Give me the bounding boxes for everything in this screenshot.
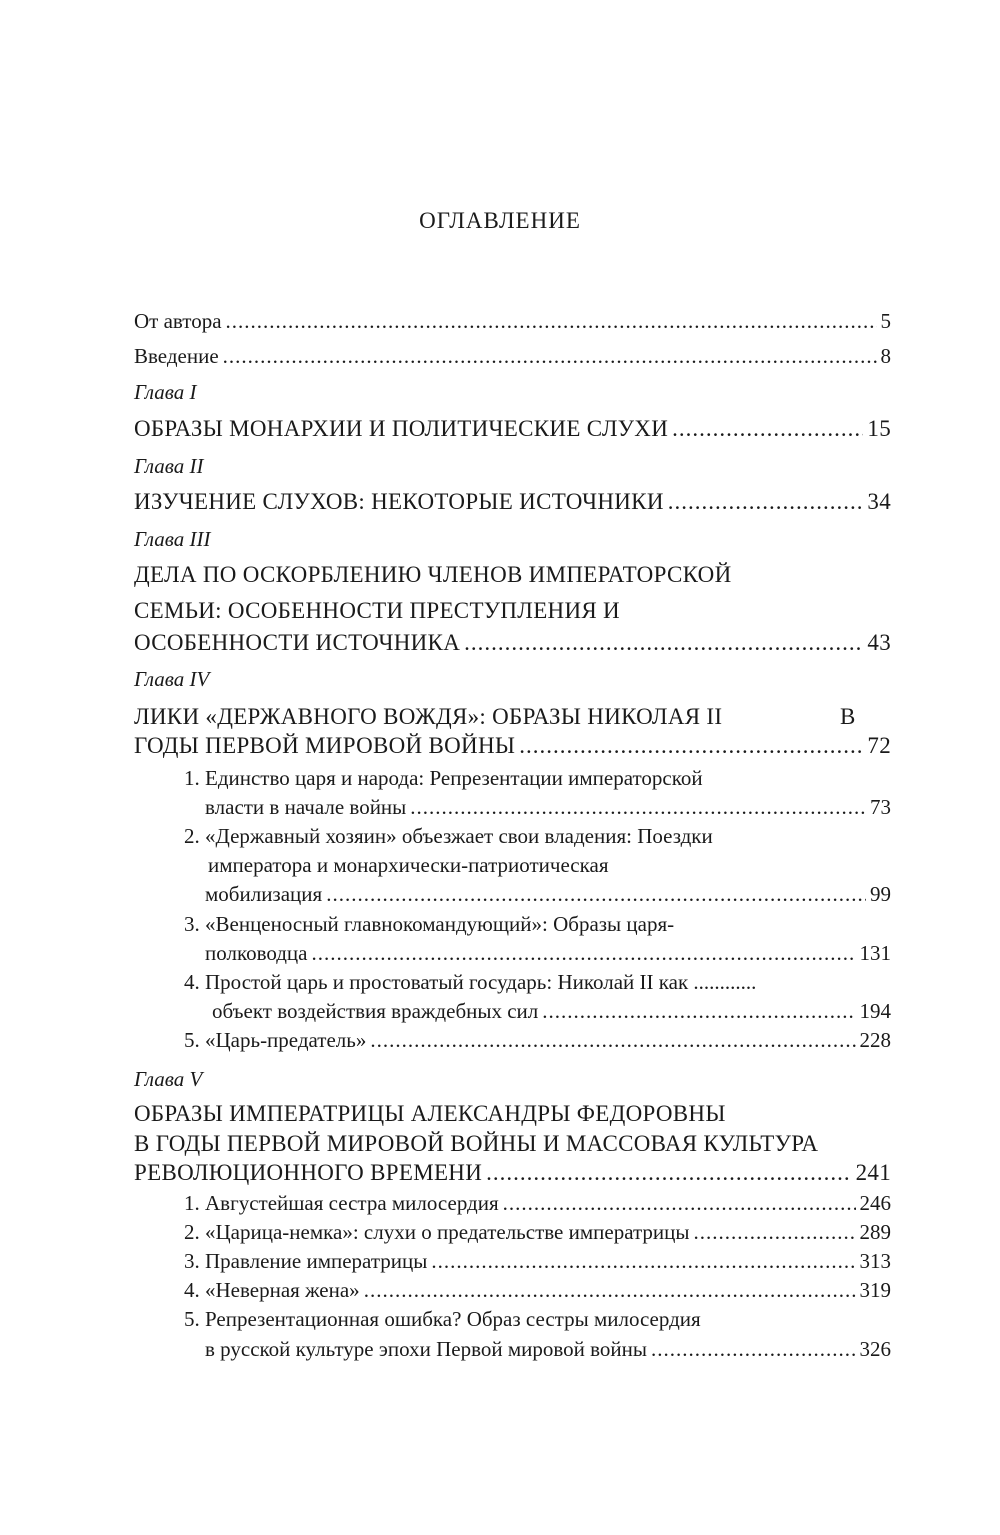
toc-entry-section-5-1[interactable] xyxy=(184,1190,891,1216)
dot-leader xyxy=(226,308,877,334)
toc-entry-introduction[interactable] xyxy=(134,343,891,369)
entry-title: власти в начале войны xyxy=(205,795,407,819)
toc-entry-chapter-4[interactable] xyxy=(134,733,891,759)
entry-title: Введение xyxy=(134,344,219,368)
page-number: 326 xyxy=(859,1337,891,1361)
entry-title: ОСОБЕННОСТИ ИСТОЧНИКА xyxy=(134,630,461,655)
chapter-4-title-line-1: ЛИКИ «ДЕРЖАВНОГО ВОЖДЯ»: ОБРАЗЫ НИКОЛАЯ II xyxy=(134,704,723,729)
page-number: 99 xyxy=(870,882,891,906)
chapter-3-title-line-2: СЕМЬИ: ОСОБЕННОСТИ ПРЕСТУПЛЕНИЯ И xyxy=(134,598,620,623)
toc-title: ОГЛАВЛЕНИЕ xyxy=(419,208,581,233)
chapter-label-5: Глава V xyxy=(134,1067,203,1091)
dot-leader xyxy=(431,1248,855,1274)
page-number: 5 xyxy=(880,309,891,333)
section-4-2-line-2: императора и монархически-патриотическая xyxy=(208,853,609,877)
chapter-3-title-line-1: ДЕЛА ПО ОСКОРБЛЕНИЮ ЧЛЕНОВ ИМПЕРАТОРСКОЙ xyxy=(134,562,732,587)
entry-title: в русской культуре эпохи Первой мировой войны xyxy=(205,1337,647,1361)
page-number: 246 xyxy=(859,1191,891,1215)
dot-leader xyxy=(326,881,866,907)
entry-title: полководца xyxy=(205,941,308,965)
dot-leader xyxy=(370,1027,855,1053)
chapter-label-1: Глава I xyxy=(134,380,197,404)
entry-title: ГОДЫ ПЕРВОЙ МИРОВОЙ ВОЙНЫ xyxy=(134,733,516,758)
toc-entry-chapter-2[interactable] xyxy=(134,489,891,515)
dot-leader xyxy=(668,489,864,515)
dot-leader xyxy=(694,1219,856,1245)
chapter-5-title-line-1: ОБРАЗЫ ИМПЕРАТРИЦЫ АЛЕКСАНДРЫ ФЕДОРОВНЫ xyxy=(134,1101,726,1126)
page-number: 43 xyxy=(867,630,891,655)
dot-leader xyxy=(503,1190,856,1216)
toc-entry-section-4-2[interactable] xyxy=(205,881,891,907)
entry-title: ОБРАЗЫ МОНАРХИИ И ПОЛИТИЧЕСКИЕ СЛУХИ xyxy=(134,416,669,441)
page-number: 73 xyxy=(870,795,891,819)
chapter-5-title-line-2: В ГОДЫ ПЕРВОЙ МИРОВОЙ ВОЙНЫ И МАССОВАЯ КУЛЬТУРА xyxy=(134,1131,819,1156)
page-number: 241 xyxy=(855,1160,891,1185)
entry-title: РЕВОЛЮЦИОННОГО ВРЕМЕНИ xyxy=(134,1160,483,1185)
toc-entry-section-4-5[interactable] xyxy=(184,1027,891,1053)
entry-title: 2. «Царица-немка»: слухи о предательстве императрицы xyxy=(184,1220,690,1244)
toc-entry-chapter-5[interactable] xyxy=(134,1160,891,1186)
toc-entry-section-5-5[interactable] xyxy=(205,1336,891,1362)
chapter-label-2: Глава II xyxy=(134,454,204,478)
toc-entry-chapter-3[interactable] xyxy=(134,630,891,656)
chapter-4-title-line-1-tail: В xyxy=(840,704,856,729)
page-number: 34 xyxy=(867,489,891,514)
entry-title: ИЗУЧЕНИЕ СЛУХОВ: НЕКОТОРЫЕ ИСТОЧНИКИ xyxy=(134,489,664,514)
page-number: 228 xyxy=(859,1028,891,1052)
toc-entry-section-4-3[interactable] xyxy=(205,940,891,966)
entry-title: 5. «Царь-предатель» xyxy=(184,1028,367,1052)
section-4-3-line-1: 3. «Венценосный главнокомандующий»: Образы царя- xyxy=(184,912,675,936)
dot-leader xyxy=(651,1336,856,1362)
entry-title: 1. Августейшая сестра милосердия xyxy=(184,1191,499,1215)
page-number: 15 xyxy=(867,416,891,441)
page-number: 194 xyxy=(859,999,891,1023)
dot-leader xyxy=(519,733,863,759)
entry-title: объект воздействия враждебных сил xyxy=(212,999,539,1023)
entry-title: 3. Правление императрицы xyxy=(184,1249,428,1273)
entry-title: 4. «Неверная жена» xyxy=(184,1278,360,1302)
entry-title: мобилизация xyxy=(205,882,323,906)
dot-leader xyxy=(542,998,855,1024)
dot-leader xyxy=(364,1277,856,1303)
page-number: 313 xyxy=(859,1249,891,1273)
page-number: 131 xyxy=(859,941,891,965)
dot-leader xyxy=(486,1160,851,1186)
toc-entry-from-author[interactable] xyxy=(134,308,891,334)
dot-leader xyxy=(223,343,877,369)
dot-leader xyxy=(312,940,856,966)
toc-entry-section-4-4[interactable] xyxy=(212,998,891,1024)
chapter-label-4: Глава IV xyxy=(134,667,210,691)
page-number: 72 xyxy=(867,733,891,758)
toc-entry-section-5-2[interactable] xyxy=(184,1219,891,1245)
dot-leader xyxy=(672,416,863,442)
page-number: 319 xyxy=(859,1278,891,1302)
chapter-label-3: Глава III xyxy=(134,527,211,551)
section-5-5-line-1: 5. Репрезентационная ошибка? Образ сестры милосердия xyxy=(184,1307,701,1331)
entry-title: От автора xyxy=(134,309,222,333)
section-4-1-line-1: 1. Единство царя и народа: Репрезентации императорской xyxy=(184,766,703,790)
section-4-4-line-1: 4. Простой царь и простоватый государь: Николай II как ............ xyxy=(184,970,757,994)
dot-leader xyxy=(410,794,866,820)
dot-leader xyxy=(464,630,863,656)
page-number: 289 xyxy=(859,1220,891,1244)
toc-entry-section-5-3[interactable] xyxy=(184,1248,891,1274)
toc-entry-section-5-4[interactable] xyxy=(184,1277,891,1303)
toc-entry-section-4-1[interactable] xyxy=(205,794,891,820)
toc-entry-chapter-1[interactable] xyxy=(134,416,891,442)
section-4-2-line-1: 2. «Державный хозяин» объезжает свои владения: Поездки xyxy=(184,824,713,848)
page-number: 8 xyxy=(880,344,891,368)
